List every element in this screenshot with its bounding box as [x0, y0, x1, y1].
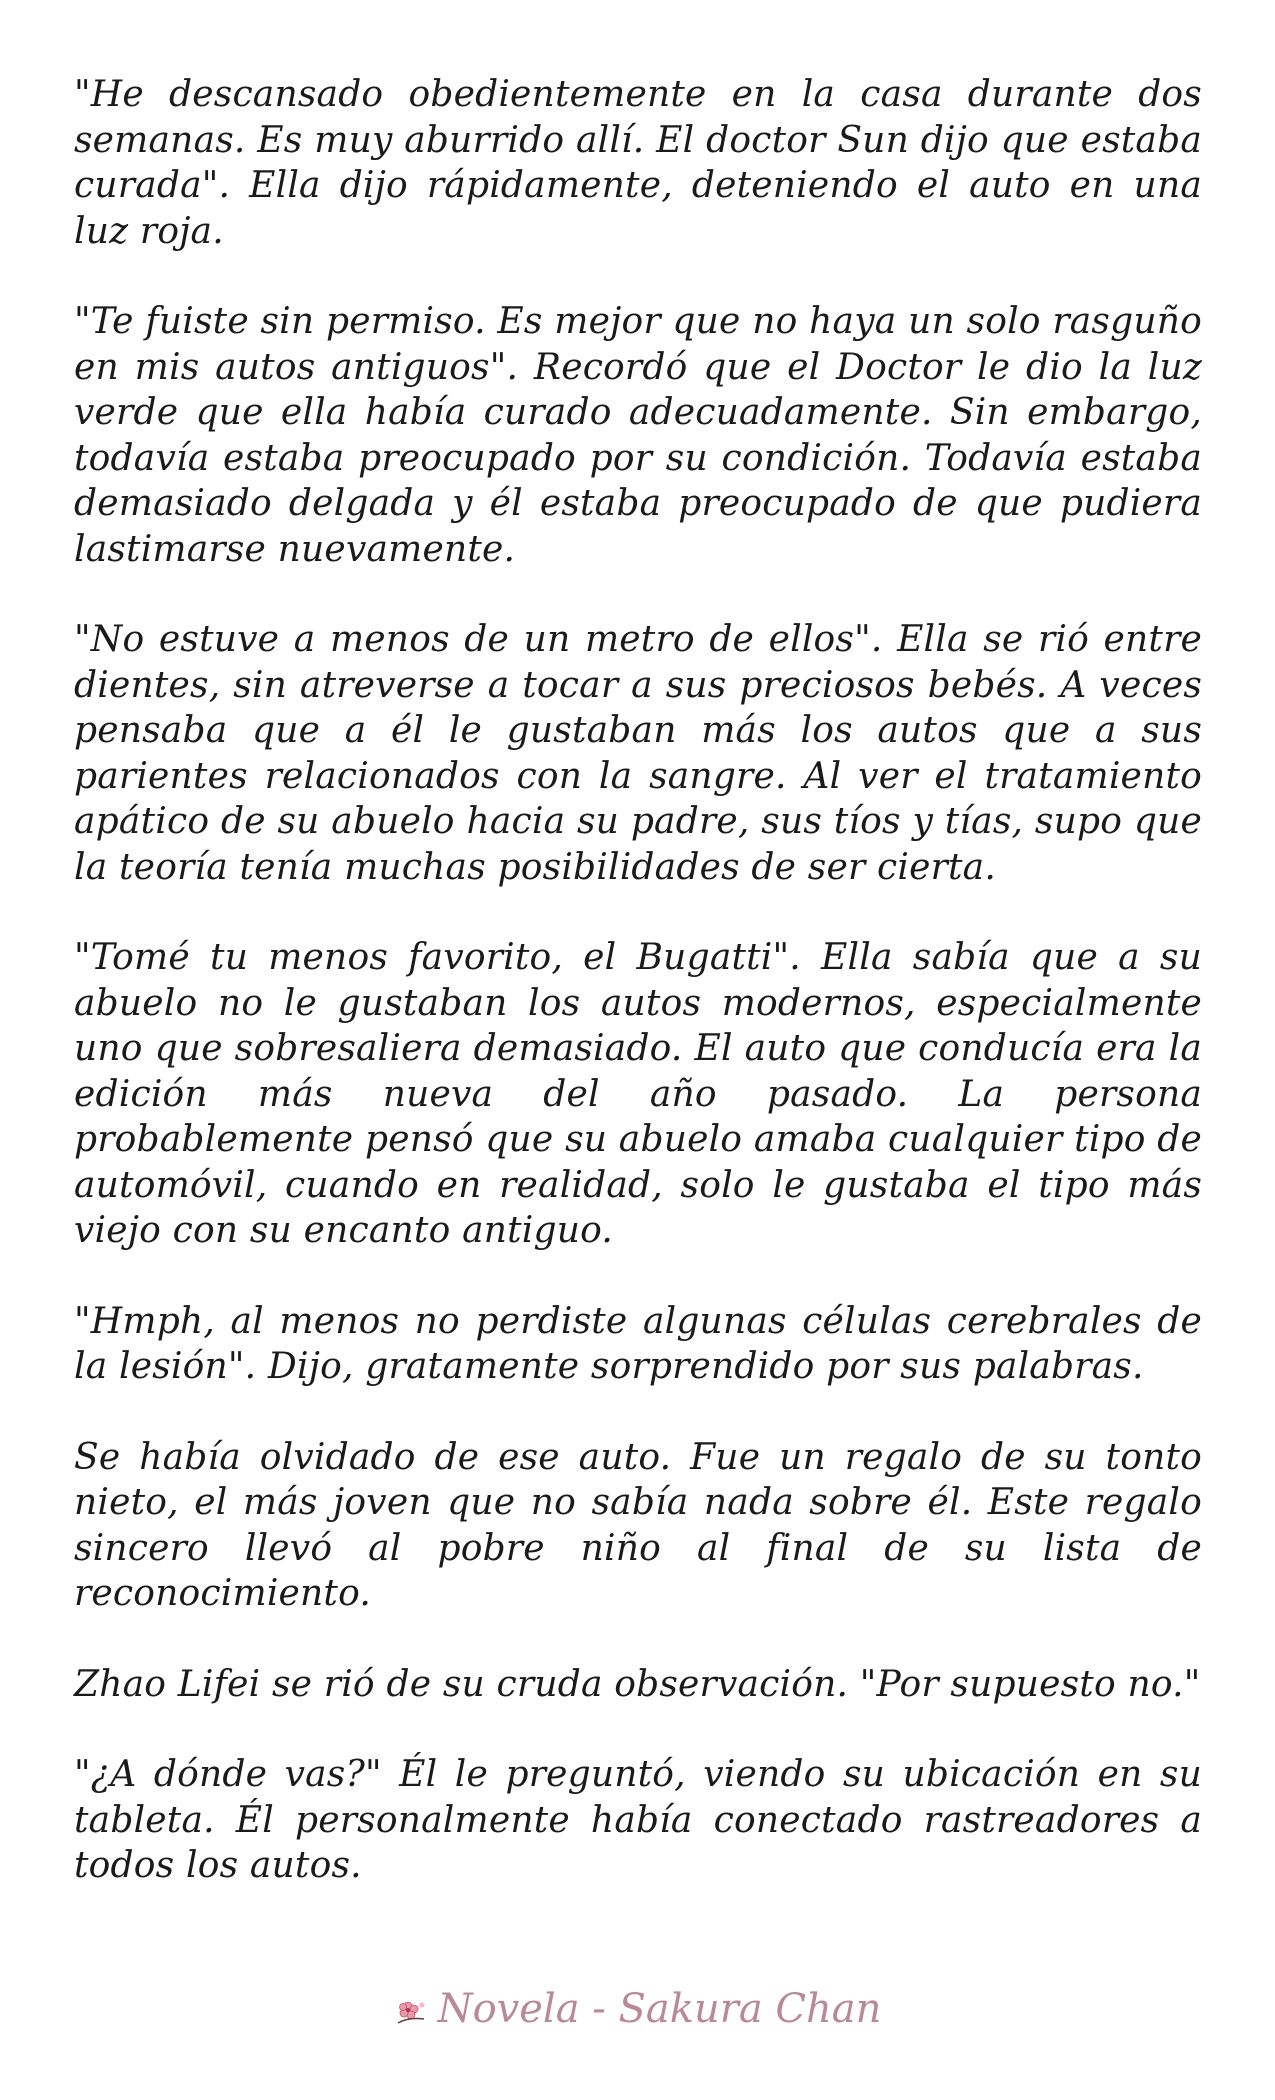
paragraph-4: "Tomé tu menos favorito, el Bugatti". Ella sabía que a su abuelo no le gustaban los autos modernos, especialmente uno que sobresaliera demasiado. El auto que conducía era la edición más nueva del año pasado. La persona probablemente pensó que su abuelo amaba cualquier tipo de automóvil, cuando en realidad, solo le gustaba el tipo más viejo con su encanto antiguo.: [74, 937, 1202, 1251]
paragraph-5: "Hmph, al menos no perdiste algunas células cerebrales de la lesión". Dijo, gratamente sorprendido por sus palabras.: [74, 1300, 1202, 1387]
paragraph-7: Zhao Lifei se rió de su cruda observación. "Por supuesto no.": [74, 1663, 1201, 1705]
paragraph-3: "No estuve a menos de un metro de ellos". Ella se rió entre dientes, sin atreverse a tocar a sus preciosos bebés. A veces pensaba que a él le gustaban más los autos que a sus parientes relacionados con la sangre. Al ver el tratamiento apático de su abuelo hacia su padre, sus tíos y tías, supo que la teoría tenía muchas posibilidades de ser cierta.: [74, 619, 1202, 888]
paragraph-1: "He descansado obedientemente en la casa durante dos semanas. Es muy aburrido allí. El doctor Sun dijo que estaba curada". Ella dijo rápidamente, deteniendo el auto en una luz roja.: [74, 74, 1202, 252]
watermark: [0, 1986, 1275, 2032]
paragraph-6: Se había olvidado de ese auto. Fue un regalo de su tonto nieto, el más joven que no sabía nada sobre él. Este regalo sincero llevó al pobre niño al final de su lista de reconocimiento.: [74, 1436, 1202, 1614]
document-body: [74, 72, 1202, 1934]
paragraph-8: "¿A dónde vas?" Él le preguntó, viendo su ubicación en su tableta. Él personalmente había conectado rastreadores a todos los autos.: [74, 1754, 1202, 1886]
paragraph-2: "Te fuiste sin permiso. Es mejor que no haya un solo rasguño en mis autos antiguos". Recordó que el Doctor le dio la luz verde que ella había curado adecuadamente. Sin embargo, todavía estaba preocupado por su condición. Todavía estaba demasiado delgada y él estaba preocupado de que pudiera lastimarse nuevamente.: [74, 301, 1202, 570]
sakura-blossom-icon: [394, 1997, 430, 2027]
watermark-text: Novela - Sakura Chan: [437, 1986, 882, 2032]
